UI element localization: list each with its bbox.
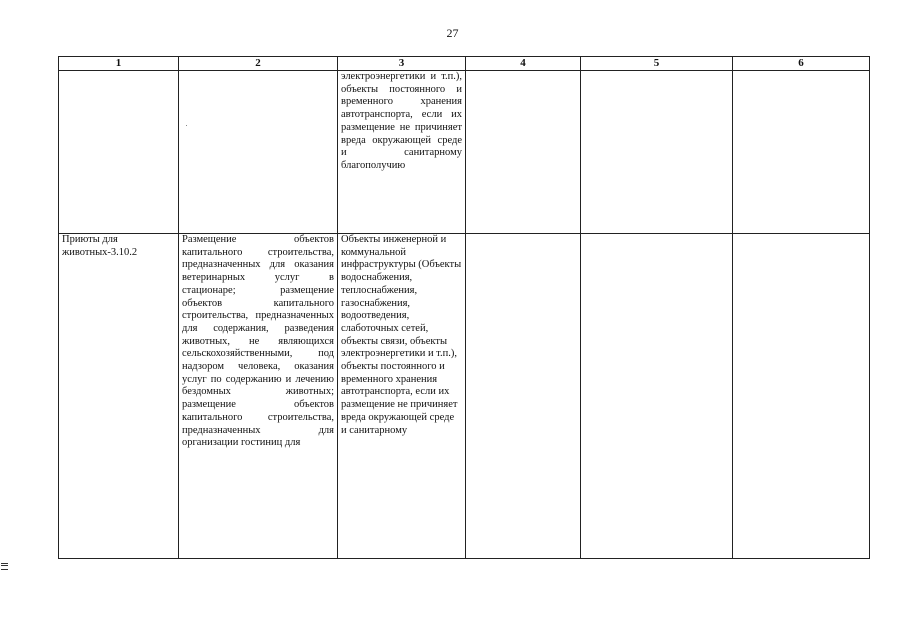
- page-number: 27: [446, 26, 459, 40]
- column-header-6: 6: [733, 57, 870, 71]
- regulations-table: [58, 56, 870, 559]
- table-row: [59, 71, 870, 234]
- cell-description: Размещение объектов капитального строительства, предназначенных для оказания ветеринарных услуг в стационаре; размещение объектов капитального строительства, предназначенных для содержания, разведения животных, не являющихся сельскохозяйственными, под надзором человека, оказания услуг по содержанию и лечению бездомных животных; размещение объектов капитального строительства, предназначенных для организации гостиниц для: [179, 234, 338, 559]
- table-row: [59, 234, 870, 559]
- cell-use-type: [59, 71, 179, 234]
- column-header-5: 5: [581, 57, 733, 71]
- cell-col5: [581, 71, 733, 234]
- scan-speck: [186, 125, 187, 126]
- column-header-4: 4: [466, 57, 581, 71]
- margin-mark: [1, 563, 8, 570]
- cell-col6: [733, 234, 870, 559]
- cell-use-type: Приюты для животных-3.10.2: [59, 234, 179, 559]
- cell-col5: [581, 234, 733, 559]
- cell-col4: [466, 71, 581, 234]
- header-row: [59, 57, 870, 71]
- cell-col4: [466, 234, 581, 559]
- cell-col6: [733, 71, 870, 234]
- column-header-1: 1: [59, 57, 179, 71]
- cell-auxiliary-uses: электроэнергетики и т.п.), объекты постоянного и временного хранения автотранспорта, если их размещение не причиняет вреда окружающей среде и санитарному благополучию: [338, 71, 466, 234]
- column-header-3: 3: [338, 57, 466, 71]
- cell-description: [179, 71, 338, 234]
- cell-auxiliary-uses: Объекты инженерной и коммунальной инфраструктуры (Объекты водоснабжения, теплоснабжения, газоснабжения, водоотведения, слаботочных сетей, объекты связи, объекты электроэнергетики и т.п.), объекты постоянного и временного хранения автотранспорта, если их размещение не причиняет вреда окружающей среде и санитарному: [338, 234, 466, 559]
- column-header-2: 2: [179, 57, 338, 71]
